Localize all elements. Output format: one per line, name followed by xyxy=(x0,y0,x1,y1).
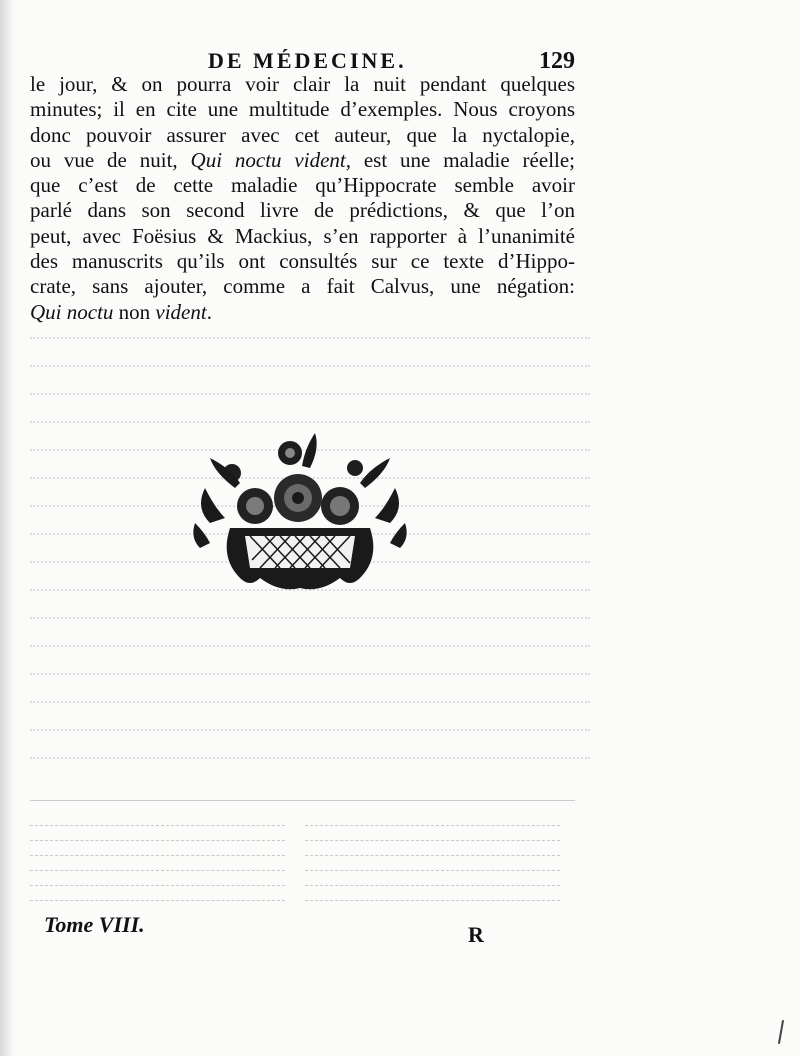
footnote-rule xyxy=(30,800,575,801)
bleed-through-footnote-right xyxy=(305,818,560,915)
text-run: , est une maladie réelle; xyxy=(345,147,576,172)
text-line xyxy=(30,123,575,148)
text-run: donc pouvoir assurer avec cet auteur, que la nyctalopie, xyxy=(30,122,575,147)
text-run: des manuscrits qu’ils ont consultés sur ce texte d’Hippo- xyxy=(30,249,575,274)
italic-phrase: vident xyxy=(155,299,207,324)
body-text xyxy=(30,72,575,325)
text-line xyxy=(30,274,575,299)
text-run: le jour, & on pourra voir clair la nuit pendant quelques xyxy=(30,72,575,96)
page-number: 129 xyxy=(539,48,575,74)
italic-phrase: Qui noctu xyxy=(30,299,114,324)
italic-phrase: Qui noctu vident xyxy=(190,147,346,172)
text-run: peut, avec Foësius & Mackius, s’en rapporter à l’unanimité xyxy=(30,223,575,248)
running-head: DE MÉDECINE. xyxy=(208,48,407,73)
text-line xyxy=(30,72,575,97)
text-run: non xyxy=(113,299,156,324)
text-line xyxy=(30,173,575,198)
text-run: que c’est de cette maladie qu’Hippocrate semble avoir xyxy=(30,173,575,198)
text-line xyxy=(30,97,575,122)
text-line xyxy=(30,249,575,274)
text-line xyxy=(30,148,575,173)
page-gutter-shadow xyxy=(0,0,14,1056)
text-run: crate, sans ajouter, comme a fait Calvus, une négation: xyxy=(30,274,575,299)
text-run: minutes; il en cite une multitude d’exemples. Nous croyons xyxy=(30,97,575,122)
bleed-through-footnote-left xyxy=(30,818,285,915)
text-run: . xyxy=(206,299,212,324)
signature-mark: R xyxy=(468,922,484,947)
text-run: parlé dans son second livre de prédictions, & que l’on xyxy=(30,198,575,223)
tome-label: Tome VIII. xyxy=(44,912,145,937)
text-line xyxy=(30,224,575,249)
text-line xyxy=(30,198,575,223)
margin-mark xyxy=(778,1020,784,1044)
text-run: ou vue de nuit, xyxy=(30,147,191,172)
flower-basket-icon xyxy=(190,428,410,603)
